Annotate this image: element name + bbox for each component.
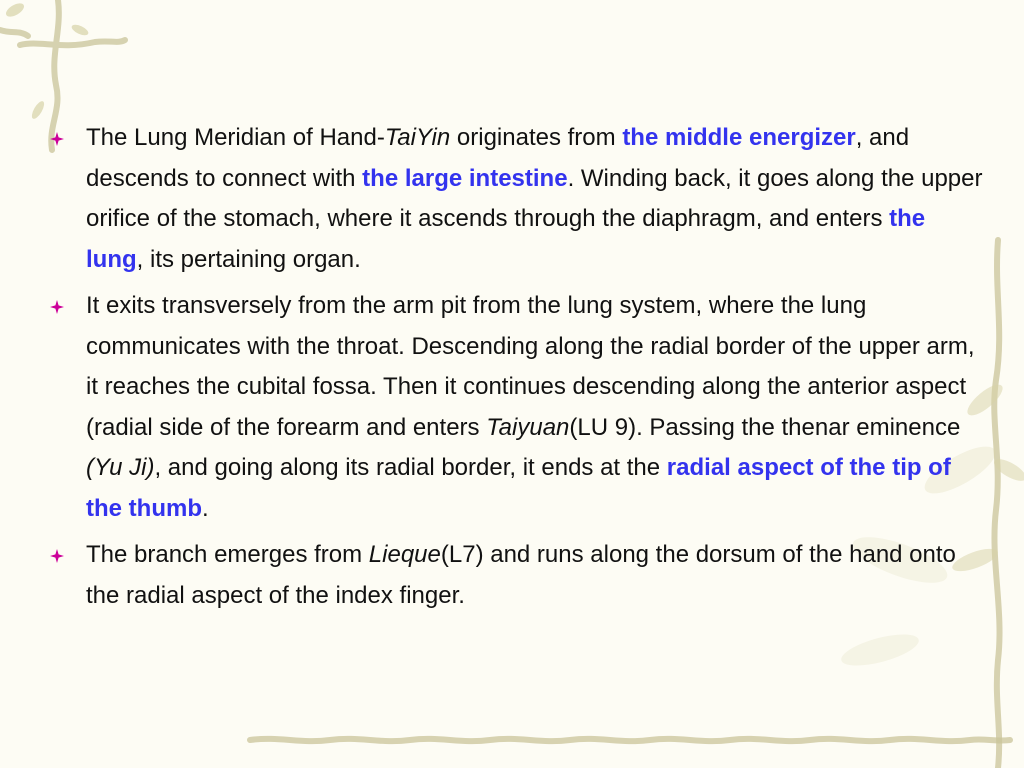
bullet1-text-3: , and descends to connect with [86,124,910,192]
bullet1-text-4: . Winding back, it goes along the upper orifice of the stomach, where it ascends through the diaphragm, and enters [86,164,983,232]
bullet-item-lung-meridian-path [48,286,988,529]
bullet2-text-2: (LU 9). Passing the thenar eminence [569,413,961,441]
bullet2-text-3: , and going along its radial border, it ends at the [154,454,667,481]
four-point-diamond-bullet-icon [50,132,64,146]
bullet1-highlight-the-lung: the lung [86,205,926,273]
bullet-item-lung-meridian-branch [48,535,988,616]
bullet2-italic-taiyuan: Taiyuan [486,413,570,441]
bottom-vine-decoration [250,739,1010,741]
bullet-item-lung-meridian-origin [48,118,988,280]
bullet3-text-2: (L7) and runs along the dorsum of the hand onto the radial aspect of the index finger. [86,541,956,609]
bullet1-italic-taiyin: TaiYin [384,124,451,151]
bullet2-text-4: . [201,494,209,522]
bullet2-highlight-thumb-tip: radial aspect of the tip of the thumb [86,454,951,522]
bullet2-text-1: It exits transversely from the arm pit from the lung system, where the lung communicates with the throat. Descending along the radial border of the upper arm, it reaches the cubital fossa. Then it continues descending along the anterior aspect (radial side of the forearm and enters [86,292,975,441]
bullet3-italic-lieque: Lieque [368,541,441,568]
bullet1-text-1: The Lung Meridian of Hand- [86,124,385,151]
four-point-diamond-bullet-icon [50,549,64,563]
bullet3-text-1: The branch emerges from [86,541,369,568]
bullet2-italic-yu-ji: (Yu Ji) [86,454,155,481]
bullet1-highlight-large-intestine: the large intestine [362,164,568,192]
four-point-diamond-bullet-icon [50,300,64,314]
bullet1-text-5: , its pertaining organ. [136,245,361,273]
slide-content [48,118,988,622]
bullet1-highlight-middle-energizer: the middle energizer [622,124,856,151]
left-leaves-decoration [4,1,90,121]
right-vine-decoration [994,240,999,768]
bullet1-text-2: originates from [450,124,623,151]
